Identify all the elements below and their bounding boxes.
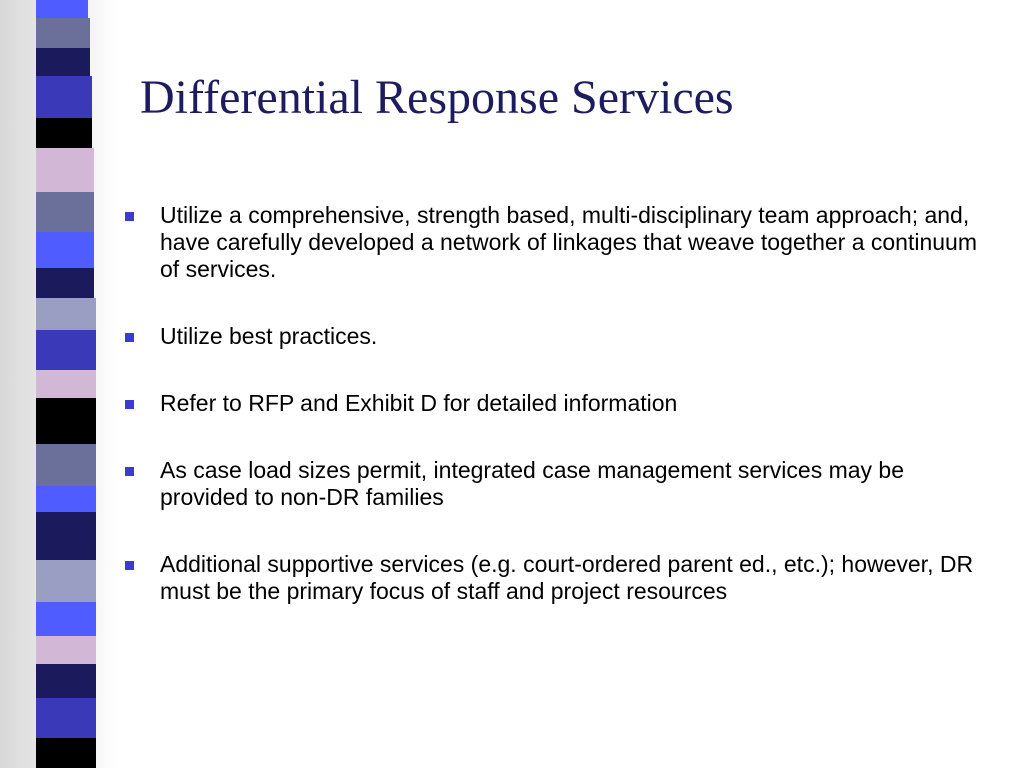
square-bullet-icon	[125, 467, 134, 476]
bullet-item	[124, 457, 984, 511]
bullet-list	[124, 202, 984, 645]
bullet-text: Utilize a comprehensive, strength based, multi-disciplinary team approach; and, have carefully developed a network of linkages that weave together a continuum of services.	[160, 202, 978, 282]
bullet-text: Refer to RFP and Exhibit D for detailed information	[160, 390, 678, 416]
bullet-text: Additional supportive services (e.g. court-ordered parent ed., etc.); however, DR must be the primary focus of staff and project resources	[160, 551, 974, 604]
bullet-item	[124, 551, 984, 605]
square-bullet-icon	[125, 333, 134, 342]
square-bullet-icon	[125, 212, 134, 221]
bullet-text: As case load sizes permit, integrated case management services may be provided to non-DR families	[160, 457, 905, 510]
bullet-text: Utilize best practices.	[160, 323, 378, 349]
slide-title: Differential Response Services	[140, 71, 734, 124]
bullet-item	[124, 390, 984, 417]
decorative-stripe	[0, 0, 118, 768]
square-bullet-icon	[125, 400, 134, 409]
square-bullet-icon	[125, 561, 134, 570]
bullet-item	[124, 323, 984, 350]
bullet-item	[124, 202, 984, 283]
